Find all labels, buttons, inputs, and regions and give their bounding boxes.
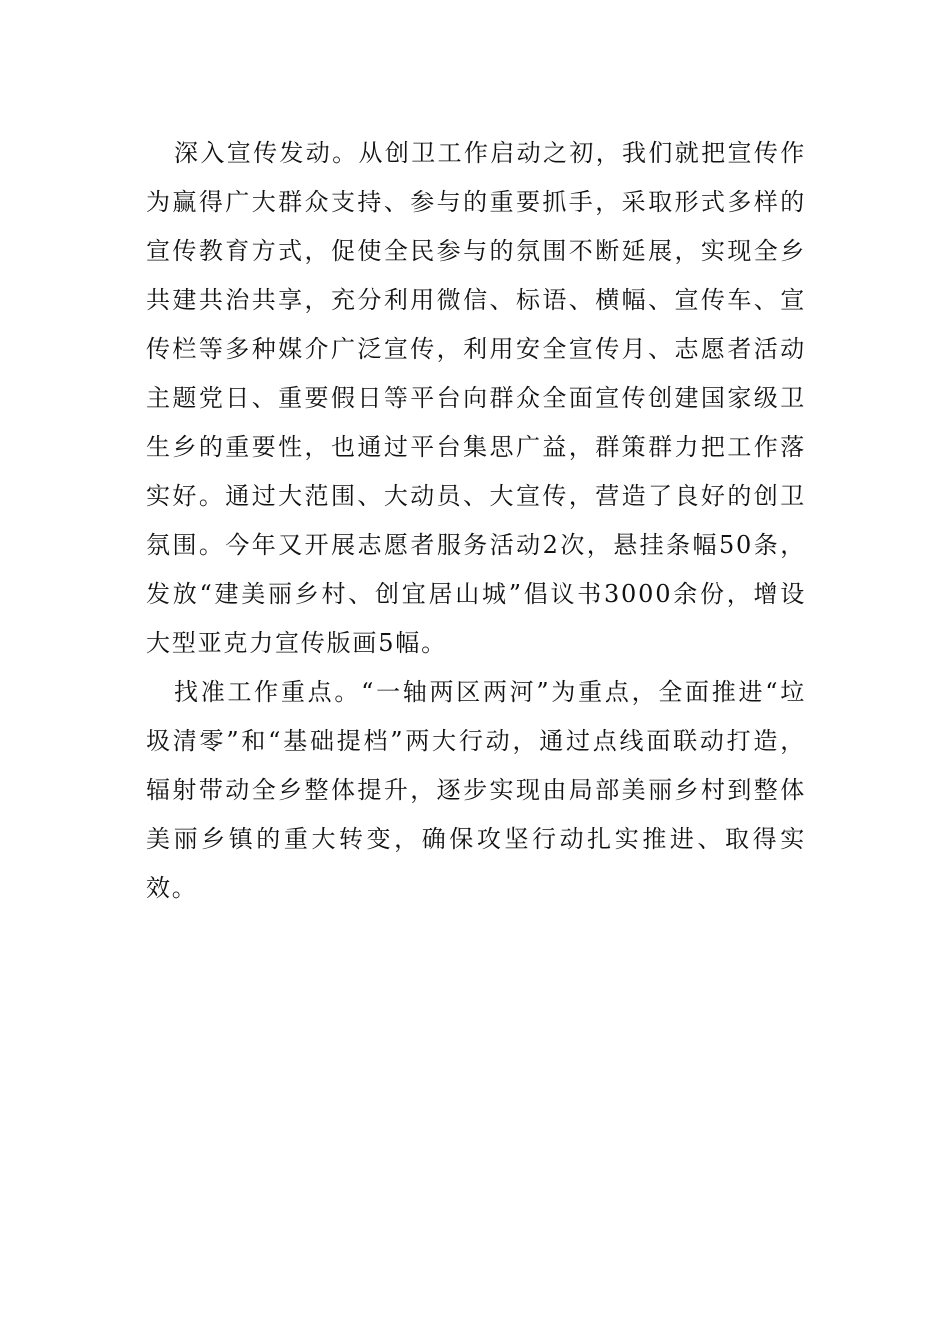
document-body [146,129,806,913]
paragraph-publicity: 深入宣传发动。从创卫工作启动之初，我们就把宣传作为赢得广大群众支持、参与的重要抓手，采取形式多样的宣传教育方式，促使全民参与的氛围不断延展，实现全乡共建共治共享，充分利用微信、标语、横幅、宣传车、宣传栏等多种媒介广泛宣传，利用安全宣传月、志愿者活动主题党日、重要假日等平台向群众全面宣传创建国家级卫生乡的重要性，也通过平台集思广益，群策群力把工作落实好。通过大范围、大动员、大宣传，营造了良好的创卫氛围。今年又开展志愿者服务活动2次，悬挂条幅50条，发放“建美丽乡村、创宜居山城”倡议书3000余份，增设大型亚克力宣传版画5幅。 [146,139,806,657]
paragraph-key-work: 找准工作重点。“一轴两区两河”为重点，全面推进“垃圾清零”和“基础提档”两大行动，通过点线面联动打造，辐射带动全乡整体提升，逐步实现由局部美丽乡村到整体美丽乡镇的重大转变，确保攻坚行动扎实推进、取得实效。 [146,678,806,902]
